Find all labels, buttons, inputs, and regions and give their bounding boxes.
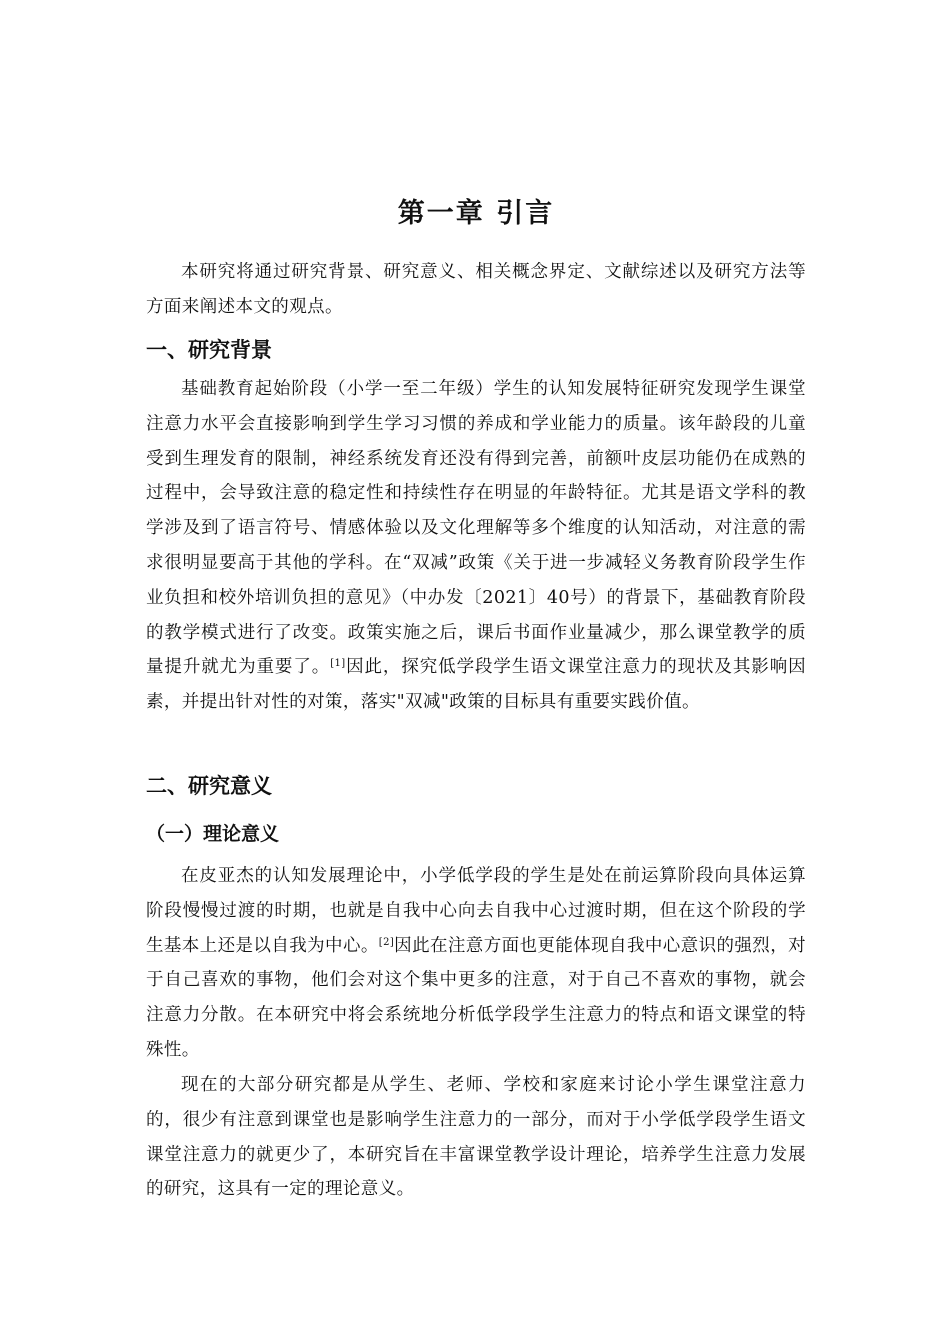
theoretical-paragraph-1 — [146, 859, 806, 1068]
citation-1[interactable]: [1] — [330, 658, 346, 670]
background-paragraph — [146, 372, 806, 720]
background-text-part2: 因此，探究低学段学生语文课堂注意力的现状及其影响因素，并提出针对性的对策，落实"双减"政策的目标具有重要实践价值。 — [146, 657, 807, 713]
section-heading-background: 一、研究背景 — [146, 338, 272, 362]
theoretical-text-part2: 因此在注意方面也更能体现自我中心意识的强烈，对于自己喜欢的事物，他们会对这个集中更多的注意，对于自己不喜欢的事物，就会注意力分散。在本研究中将会系统地分析低学段学生注意力的特点和语文课堂的特殊性。 — [146, 935, 806, 1060]
citation-2[interactable]: [2] — [378, 936, 395, 948]
theoretical-paragraph-2: 现在的大部分研究都是从学生、老师、学校和家庭来讨论小学生课堂注意力的，很少有注意到课堂也是影响学生注意力的一部分，而对于小学低学段学生语文课堂注意力的就更少了，本研究旨在丰富课堂教学设计理论，培养学生注意力发展的研究，这具有一定的理论意义。 — [146, 1075, 806, 1200]
subsection-heading-theoretical: （一）理论意义 — [146, 823, 280, 845]
chapter-title: 第一章 引言 — [397, 198, 555, 229]
section-heading-significance: 二、研究意义 — [146, 774, 272, 798]
theoretical-text-part1: 在皮亚杰的认知发展理论中，小学低学段的学生是处在前运算阶段向具体运算阶段慢慢过渡的时期，也就是自我中心向去自我中心过渡时期，但在这个阶段的学生基本上还是以自我为中心。 — [146, 866, 806, 956]
background-text-part1: 基础教育起始阶段（小学一至二年级）学生的认知发展特征研究发现学生课堂注意力水平会直接影响到学生学习习惯的养成和学业能力的质量。该年龄段的儿童受到生理发育的限制，神经系统发育还没有得到完善，前额叶皮层功能仍在成熟的过程中，会导致注意的稳定性和持续性存在明显的年龄特征。尤其是语文学科的教学涉及到了语言符号、情感体验以及文化理解等多个维度的认知活动，对注意的需求很明显要高于其他的学科。在“双减”政策《关于进一步减轻义务教育阶段学生作业负担和校外培训负担的意见》（中办发〔2021〕40号）的背景下，基础教育阶段的教学模式进行了改变。政策实施之后，课后书面作业量减少，那么课堂教学的质量提升就尤为重要了。 — [146, 379, 806, 678]
intro-paragraph: 本研究将通过研究背景、研究意义、相关概念界定、文献综述以及研究方法等方面来阐述本文的观点。 — [146, 262, 806, 317]
